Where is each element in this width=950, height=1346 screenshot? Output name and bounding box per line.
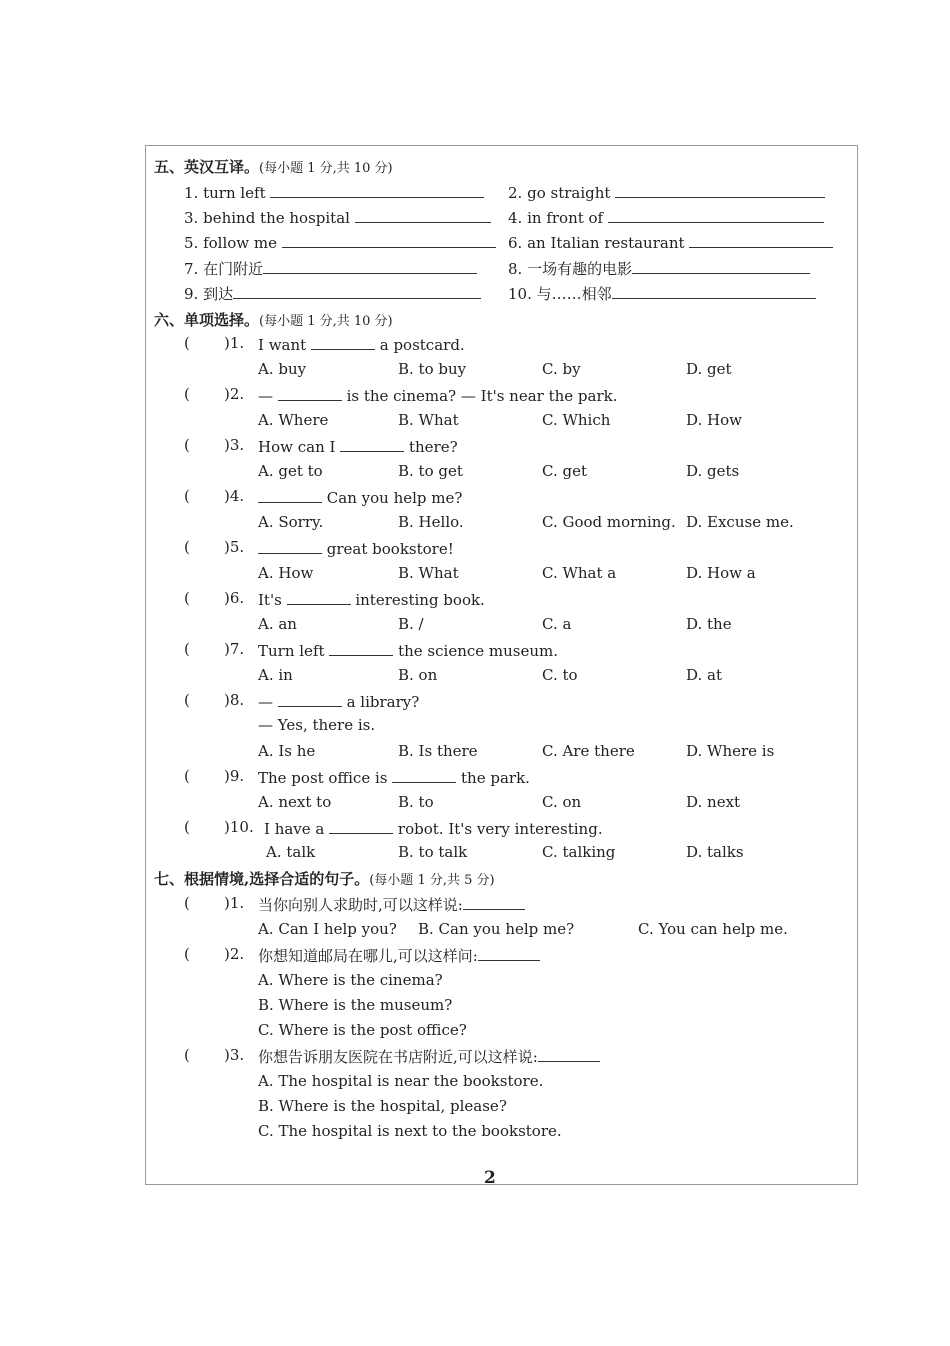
question-post: the science museum. bbox=[398, 642, 559, 660]
question-post: is the cinema? — It's near the park. bbox=[346, 387, 618, 405]
item-number: 2. bbox=[508, 184, 523, 202]
item-text: 一场有趣的电影 bbox=[527, 260, 633, 278]
option-b: B. / bbox=[398, 615, 424, 633]
option-a: A. get to bbox=[258, 462, 323, 480]
option-a: A. How bbox=[258, 564, 314, 582]
item-text: in front of bbox=[527, 209, 604, 227]
option-b: B. Is there bbox=[398, 742, 478, 760]
translation-item-2 bbox=[508, 182, 825, 203]
question-pre: — bbox=[258, 387, 273, 405]
question-pre: How can I bbox=[258, 438, 336, 456]
question-prompt: 当你向别人求助时,可以这样说: bbox=[258, 896, 463, 914]
question-number: )7. bbox=[224, 640, 245, 658]
worksheet-page bbox=[145, 145, 858, 1188]
item-text: go straight bbox=[527, 184, 611, 202]
question-text bbox=[258, 385, 618, 405]
answer-blank[interactable] bbox=[233, 283, 481, 299]
answer-blank[interactable] bbox=[258, 487, 322, 503]
option-a: A. Where bbox=[258, 411, 329, 429]
option-c: C. Are there bbox=[542, 742, 635, 760]
translation-item-9 bbox=[184, 283, 481, 304]
item-text: 到达 bbox=[203, 285, 234, 303]
question-number: )2. bbox=[224, 385, 245, 403]
option-c: C. Good morning. bbox=[542, 513, 676, 531]
question-text bbox=[258, 640, 558, 660]
answer-bracket[interactable]: ( bbox=[184, 945, 190, 963]
option-c: C. Where is the post office? bbox=[258, 1021, 467, 1039]
answer-blank[interactable] bbox=[615, 182, 825, 198]
question-post: robot. It's very interesting. bbox=[397, 820, 603, 838]
option-d: D. How a bbox=[686, 564, 756, 582]
answer-bracket[interactable]: ( bbox=[184, 487, 190, 505]
answer-bracket[interactable]: ( bbox=[184, 640, 190, 658]
section-6-title bbox=[154, 309, 393, 330]
translation-item-6 bbox=[508, 232, 833, 253]
item-number: 1. bbox=[184, 184, 199, 202]
option-d: D. at bbox=[686, 666, 722, 684]
item-text: 与……相邻 bbox=[536, 285, 612, 303]
translation-item-8 bbox=[508, 258, 810, 279]
section-6-note: (每小题 1 分,共 10 分) bbox=[259, 314, 393, 329]
question-text bbox=[258, 767, 530, 787]
option-a: A. Where is the cinema? bbox=[258, 971, 443, 989]
item-number: 4. bbox=[508, 209, 523, 227]
question-number: )10. bbox=[224, 818, 254, 836]
question-prompt: 你想告诉朋友医院在书店附近,可以这样说: bbox=[258, 1048, 538, 1066]
answer-bracket[interactable]: ( bbox=[184, 334, 190, 352]
option-a: A. in bbox=[258, 666, 293, 684]
question-pre: It's bbox=[258, 591, 282, 609]
section-7-title bbox=[154, 868, 495, 889]
question-text bbox=[258, 538, 454, 558]
option-c: C. to bbox=[542, 666, 578, 684]
question-text bbox=[258, 691, 419, 711]
option-b: B. Where is the hospital, please? bbox=[258, 1097, 507, 1115]
option-d: D. talks bbox=[686, 843, 744, 861]
item-number: 10. bbox=[508, 285, 532, 303]
answer-blank[interactable] bbox=[478, 945, 540, 961]
question-text bbox=[258, 487, 462, 507]
item-text: turn left bbox=[203, 184, 266, 202]
answer-bracket[interactable]: ( bbox=[184, 589, 190, 607]
option-d: D. Where is bbox=[686, 742, 775, 760]
option-a: A. The hospital is near the bookstore. bbox=[258, 1072, 544, 1090]
option-c: C. on bbox=[542, 793, 582, 811]
question-post: interesting book. bbox=[355, 591, 485, 609]
translation-item-5 bbox=[184, 232, 496, 253]
option-a: A. buy bbox=[258, 360, 307, 378]
answer-blank[interactable] bbox=[282, 232, 496, 248]
question-post: a postcard. bbox=[379, 336, 465, 354]
question-number: )6. bbox=[224, 589, 245, 607]
section-5-note: (每小题 1 分,共 10 分) bbox=[259, 161, 393, 176]
answer-blank[interactable] bbox=[463, 894, 525, 910]
option-b: B. Where is the museum? bbox=[258, 996, 453, 1014]
answer-bracket[interactable]: ( bbox=[184, 385, 190, 403]
question-response: — Yes, there is. bbox=[258, 716, 376, 734]
question-number: )1. bbox=[224, 334, 245, 352]
answer-bracket[interactable]: ( bbox=[184, 767, 190, 785]
option-b: B. Can you help me? bbox=[418, 920, 575, 938]
question-pre: I want bbox=[258, 336, 307, 354]
item-text: behind the hospital bbox=[203, 209, 350, 227]
answer-blank[interactable] bbox=[340, 436, 404, 452]
option-c: C. You can help me. bbox=[638, 920, 788, 938]
answer-blank[interactable] bbox=[270, 182, 484, 198]
answer-blank[interactable] bbox=[355, 207, 491, 223]
answer-blank[interactable] bbox=[287, 589, 351, 605]
answer-blank[interactable] bbox=[538, 1046, 600, 1062]
translation-item-4 bbox=[508, 207, 824, 228]
answer-bracket[interactable]: ( bbox=[184, 436, 190, 454]
option-c: C. The hospital is next to the bookstore. bbox=[258, 1122, 562, 1140]
question-pre: I have a bbox=[264, 820, 325, 838]
answer-blank[interactable] bbox=[278, 691, 342, 707]
item-number: 7. bbox=[184, 260, 199, 278]
answer-bracket[interactable]: ( bbox=[184, 894, 190, 912]
question-post: great bookstore! bbox=[326, 540, 454, 558]
item-number: 3. bbox=[184, 209, 199, 227]
question-number: )2. bbox=[224, 945, 245, 963]
answer-blank[interactable] bbox=[329, 818, 393, 834]
section-5-title bbox=[154, 156, 393, 177]
option-b: B. on bbox=[398, 666, 438, 684]
question-number: )4. bbox=[224, 487, 245, 505]
question-pre: Turn left bbox=[258, 642, 325, 660]
item-number: 9. bbox=[184, 285, 199, 303]
option-c: C. get bbox=[542, 462, 587, 480]
option-b: B. What bbox=[398, 411, 459, 429]
answer-blank[interactable] bbox=[258, 538, 322, 554]
page-number: 2 bbox=[484, 1168, 496, 1188]
option-d: D. next bbox=[686, 793, 741, 811]
answer-blank[interactable] bbox=[608, 207, 824, 223]
option-d: D. How bbox=[686, 411, 742, 429]
option-b: B. Hello. bbox=[398, 513, 464, 531]
answer-blank[interactable] bbox=[329, 640, 393, 656]
question-post: there? bbox=[408, 438, 458, 456]
item-text: follow me bbox=[203, 234, 278, 252]
option-a: A. Sorry. bbox=[258, 513, 324, 531]
option-d: D. get bbox=[686, 360, 732, 378]
section-7-note: (每小题 1 分,共 5 分) bbox=[369, 873, 495, 888]
item-number: 5. bbox=[184, 234, 199, 252]
answer-blank[interactable] bbox=[689, 232, 833, 248]
item-number: 6. bbox=[508, 234, 523, 252]
option-a: A. talk bbox=[266, 843, 316, 861]
translation-item-1 bbox=[184, 182, 484, 203]
option-c: C. talking bbox=[542, 843, 616, 861]
answer-blank[interactable] bbox=[278, 385, 342, 401]
question-post: a library? bbox=[346, 693, 420, 711]
option-a: A. Can I help you? bbox=[258, 920, 397, 938]
option-d: D. the bbox=[686, 615, 732, 633]
section-6-heading: 六、单项选择。 bbox=[154, 311, 260, 329]
option-b: B. What bbox=[398, 564, 459, 582]
section-7-heading: 七、根据情境,选择合适的句子。 bbox=[154, 870, 370, 888]
question-post: the park. bbox=[461, 769, 530, 787]
question-number: )3. bbox=[224, 1046, 245, 1064]
question-text bbox=[258, 334, 465, 354]
item-text: 在门附近 bbox=[203, 260, 264, 278]
question-number: )5. bbox=[224, 538, 245, 556]
option-b: B. to talk bbox=[398, 843, 468, 861]
answer-blank[interactable] bbox=[311, 334, 375, 350]
item-text: an Italian restaurant bbox=[527, 234, 685, 252]
option-b: B. to bbox=[398, 793, 434, 811]
answer-blank[interactable] bbox=[392, 767, 456, 783]
question-number: )9. bbox=[224, 767, 245, 785]
section-5-heading: 五、英汉互译。 bbox=[154, 158, 260, 176]
item-number: 8. bbox=[508, 260, 523, 278]
question-pre: — bbox=[258, 693, 273, 711]
question-text bbox=[258, 589, 485, 609]
option-d: D. Excuse me. bbox=[686, 513, 794, 531]
option-c: C. a bbox=[542, 615, 572, 633]
translation-item-7 bbox=[184, 258, 477, 279]
question-number: )3. bbox=[224, 436, 245, 454]
question-number: )1. bbox=[224, 894, 245, 912]
answer-bracket[interactable]: ( bbox=[184, 538, 190, 556]
option-a: A. Is he bbox=[258, 742, 316, 760]
option-b: B. to buy bbox=[398, 360, 467, 378]
option-a: A. an bbox=[258, 615, 297, 633]
option-c: C. What a bbox=[542, 564, 617, 582]
question-number: )8. bbox=[224, 691, 245, 709]
question-pre: The post office is bbox=[258, 769, 388, 787]
option-a: A. next to bbox=[258, 793, 332, 811]
question-text bbox=[258, 436, 458, 456]
question-text bbox=[264, 818, 603, 838]
question-text bbox=[258, 1046, 600, 1067]
translation-item-10 bbox=[508, 283, 816, 304]
translation-item-3 bbox=[184, 207, 491, 228]
answer-bracket[interactable]: ( bbox=[184, 818, 190, 836]
answer-blank[interactable] bbox=[632, 258, 810, 274]
option-d: D. gets bbox=[686, 462, 740, 480]
answer-blank[interactable] bbox=[263, 258, 477, 274]
question-prompt: 你想知道邮局在哪儿,可以这样问: bbox=[258, 947, 478, 965]
answer-bracket[interactable]: ( bbox=[184, 691, 190, 709]
question-post: Can you help me? bbox=[326, 489, 463, 507]
question-text bbox=[258, 945, 540, 966]
answer-blank[interactable] bbox=[612, 283, 816, 299]
question-text bbox=[258, 894, 525, 915]
option-b: B. to get bbox=[398, 462, 463, 480]
answer-bracket[interactable]: ( bbox=[184, 1046, 190, 1064]
option-c: C. by bbox=[542, 360, 581, 378]
option-c: C. Which bbox=[542, 411, 611, 429]
